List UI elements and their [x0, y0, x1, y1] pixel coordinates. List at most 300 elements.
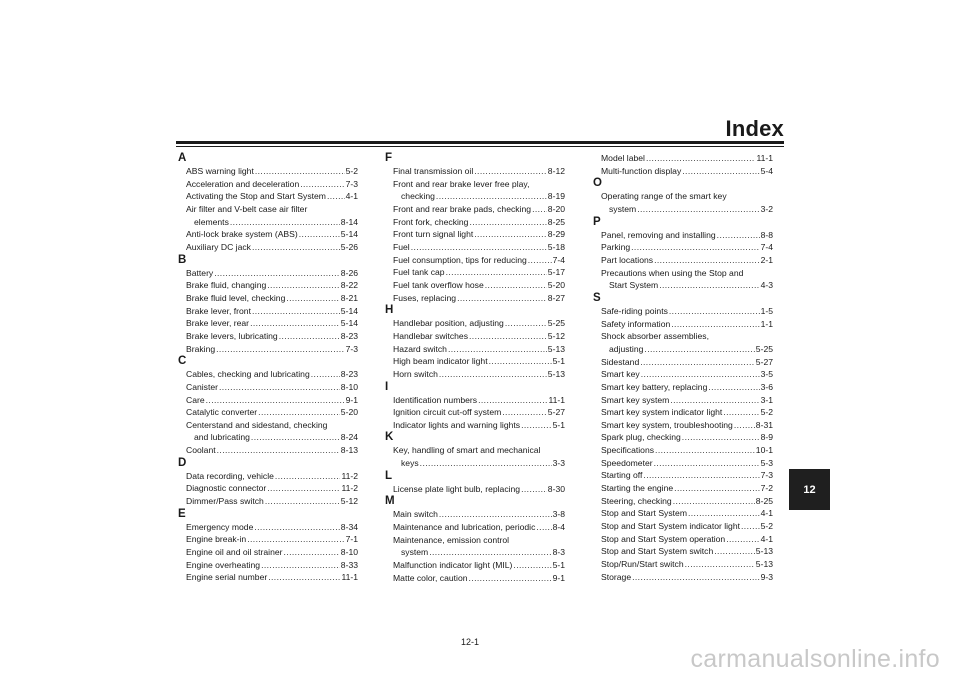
index-entry[interactable] — [385, 508, 565, 521]
entry-text: Auxiliary DC jack — [186, 241, 251, 252]
entry-text: Smart key battery, replacing — [601, 381, 708, 392]
index-entry[interactable] — [178, 165, 358, 178]
leader-dots — [528, 254, 552, 267]
entry-text: Fuel — [393, 241, 410, 252]
entry-text: Starting the engine — [601, 483, 674, 494]
section-letter: C — [178, 355, 187, 368]
leader-dots — [469, 216, 546, 229]
entry-page: 5-27 — [755, 356, 773, 367]
entry-page: 8-3 — [552, 547, 565, 558]
index-entry[interactable] — [385, 279, 565, 292]
index-entry[interactable] — [593, 267, 773, 292]
entry-page: 7-2 — [760, 483, 773, 494]
index-entry[interactable] — [593, 190, 773, 215]
entry-text: Anti-lock brake system (ABS) — [186, 229, 298, 240]
entry-page: 8-19 — [547, 191, 565, 202]
entry-text: and lubricating — [194, 432, 250, 443]
index-entry[interactable] — [593, 406, 773, 419]
leader-dots — [446, 266, 547, 279]
entry-text: Ignition circuit cut-off system — [393, 407, 502, 418]
leader-dots — [632, 571, 759, 584]
entry-page: 9-1 — [552, 572, 565, 583]
entry-page: 5-14 — [340, 318, 358, 329]
entry-text: Parking — [601, 242, 631, 253]
index-entry[interactable] — [385, 406, 565, 419]
entry-page: 8-29 — [547, 229, 565, 240]
entry-page: 2-1 — [760, 254, 773, 265]
entry-text: Engine break-in — [186, 534, 247, 545]
leader-dots — [646, 152, 755, 165]
leader-dots — [254, 521, 339, 534]
index-entry[interactable] — [178, 267, 358, 280]
leader-dots — [429, 546, 551, 559]
leader-dots — [247, 533, 344, 546]
entry-text: Braking — [186, 343, 216, 354]
entry-page: 11-2 — [341, 483, 358, 494]
entry-page: 3-6 — [760, 381, 773, 392]
entry-text: Maintenance and lubrication, periodic — [393, 522, 536, 533]
entry-text: adjusting — [609, 343, 644, 354]
entry-page: 8-31 — [755, 419, 773, 430]
leader-dots — [502, 406, 547, 419]
index-entry[interactable] — [178, 559, 358, 572]
entry-text: Final transmission oil — [393, 166, 474, 176]
entry-page: 11-2 — [341, 470, 358, 481]
entry-page: 5-14 — [340, 305, 358, 316]
index-entry[interactable] — [593, 482, 773, 495]
entry-page: 5-4 — [760, 165, 773, 176]
index-entry[interactable] — [178, 305, 358, 318]
entry-page: 8-23 — [340, 369, 358, 380]
entry-page: 1-5 — [760, 305, 773, 316]
index-entry[interactable] — [385, 317, 565, 330]
section-letter: I — [385, 380, 389, 393]
index-entry[interactable] — [593, 444, 773, 457]
entry-text: Multi-function display — [601, 165, 682, 176]
entry-page: 5-13 — [547, 368, 565, 379]
index-entry[interactable] — [385, 355, 565, 368]
leader-dots — [637, 203, 759, 216]
index-entry[interactable] — [178, 343, 358, 356]
entry-page: 7-3 — [760, 470, 773, 481]
index-entry[interactable] — [593, 520, 773, 533]
leader-dots — [688, 507, 760, 520]
entry-page: 5-2 — [760, 407, 773, 418]
entry-page: 8-21 — [340, 292, 358, 303]
leader-dots — [267, 482, 340, 495]
index-entry[interactable] — [178, 279, 358, 292]
index-entry[interactable] — [593, 431, 773, 444]
entry-text: Fuel consumption, tips for reducing — [393, 254, 527, 265]
entry-page: 8-33 — [340, 559, 358, 570]
index-entry[interactable] — [178, 482, 358, 495]
leader-dots — [685, 558, 755, 571]
entry-page: 7-3 — [345, 343, 358, 354]
entry-text: system — [401, 547, 429, 558]
index-entry[interactable] — [385, 241, 565, 254]
entry-text: Front turn signal light — [393, 229, 474, 240]
leader-dots — [640, 356, 755, 369]
index-column-1 — [178, 152, 358, 584]
index-entry[interactable] — [593, 469, 773, 482]
section-letter: S — [593, 291, 601, 304]
section-letter: A — [178, 152, 187, 164]
index-entry[interactable] — [178, 292, 358, 305]
entry-text: Horn switch — [393, 368, 438, 379]
index-entry[interactable] — [178, 571, 358, 584]
entry-page: 4-3 — [760, 280, 773, 291]
entry-text: Hazard switch — [393, 343, 447, 354]
title-rule — [176, 141, 784, 144]
entry-text: Maintenance, emission control — [393, 534, 510, 545]
entry-page: 3-3 — [552, 458, 565, 469]
leader-dots — [250, 317, 340, 330]
entry-page: 5-1 — [552, 356, 565, 367]
index-entry[interactable] — [593, 152, 773, 165]
entry-page: 11-1 — [548, 394, 565, 405]
section-letter: F — [385, 152, 393, 164]
entry-text: Stop and Start System switch — [601, 546, 714, 557]
entry-page: 8-25 — [755, 495, 773, 506]
leader-dots — [682, 431, 760, 444]
index-entry[interactable] — [593, 495, 773, 508]
entry-text: Stop/Run/Start switch — [601, 559, 684, 570]
page-title: Index — [725, 116, 784, 141]
entry-page: 5-13 — [755, 559, 773, 570]
index-entry[interactable] — [593, 305, 773, 318]
title-rule-thin — [176, 146, 784, 147]
leader-dots — [261, 559, 340, 572]
leader-dots — [644, 343, 754, 356]
entry-text: Stop and Start System operation — [601, 533, 726, 544]
index-entry[interactable] — [593, 241, 773, 254]
entry-text: Battery — [186, 267, 214, 278]
index-entry[interactable] — [385, 559, 565, 572]
index-entry[interactable] — [178, 521, 358, 534]
entry-page: 3-2 — [760, 203, 773, 214]
entry-text: Speedometer — [601, 457, 653, 468]
entry-page: 1-1 — [760, 318, 773, 329]
entry-text: Main switch — [393, 509, 438, 520]
index-entry[interactable] — [178, 533, 358, 546]
leader-dots — [252, 241, 340, 254]
entry-text: Handlebar position, adjusting — [393, 318, 504, 329]
leader-dots — [439, 368, 547, 381]
entry-page: 8-9 — [760, 432, 773, 443]
leader-dots — [411, 241, 547, 254]
index-entry[interactable] — [593, 381, 773, 394]
index-entry[interactable] — [593, 318, 773, 331]
index-entry[interactable] — [178, 330, 358, 343]
entry-page: 8-14 — [340, 216, 358, 227]
leader-dots — [230, 216, 340, 229]
index-entry[interactable] — [593, 330, 773, 355]
entry-page: 5-2 — [760, 521, 773, 532]
entry-page: 7-4 — [760, 242, 773, 253]
index-entry[interactable] — [178, 406, 358, 419]
entry-page: 8-13 — [340, 445, 358, 456]
leader-dots — [536, 521, 551, 534]
entry-text: Stop and Start System — [601, 508, 687, 519]
index-entry[interactable] — [593, 507, 773, 520]
index-entry[interactable] — [178, 203, 358, 228]
leader-dots — [654, 254, 760, 267]
index-entry[interactable] — [593, 229, 773, 242]
index-entry[interactable] — [593, 356, 773, 369]
index-entry[interactable] — [385, 483, 565, 496]
entry-text: Sidestand — [601, 356, 640, 367]
entry-text: Activating the Stop and Start System — [186, 191, 326, 202]
entry-page: 5-17 — [547, 267, 565, 278]
entry-text: checking — [401, 191, 435, 202]
entry-page: 5-3 — [760, 457, 773, 468]
entry-text: Air filter and V-belt case air filter — [186, 203, 308, 214]
entry-page: 5-12 — [547, 330, 565, 341]
entry-text: Indicator lights and warning lights — [393, 419, 521, 430]
entry-text: Canister — [186, 381, 218, 392]
chapter-tab[interactable]: 12 — [789, 469, 830, 510]
index-entry[interactable] — [178, 546, 358, 559]
entry-text: Fuel tank cap — [393, 267, 445, 278]
leader-dots — [258, 406, 340, 419]
entry-page: 5-20 — [340, 407, 358, 418]
index-entry[interactable] — [593, 571, 773, 584]
entry-page: 8-27 — [547, 292, 565, 303]
leader-dots — [255, 165, 345, 178]
leader-dots — [299, 228, 340, 241]
leader-dots — [521, 483, 547, 496]
index-entry[interactable] — [178, 368, 358, 381]
index-entry[interactable] — [178, 495, 358, 508]
leader-dots — [726, 533, 759, 546]
entry-text: Smart key — [601, 369, 640, 380]
index-entry[interactable] — [593, 165, 773, 178]
entry-text: Front and rear brake lever free play, — [393, 178, 530, 189]
leader-dots — [474, 165, 547, 178]
entry-text: Spark plug, checking — [601, 432, 681, 443]
section-letter: O — [593, 177, 602, 190]
entry-page: 8-22 — [340, 280, 358, 291]
entry-text: High beam indicator light — [393, 356, 488, 367]
entry-text: Fuses, replacing — [393, 292, 457, 303]
index-entry[interactable] — [385, 266, 565, 279]
entry-text: Brake fluid, changing — [186, 280, 267, 291]
entry-page: 5-14 — [340, 229, 358, 240]
leader-dots — [219, 381, 340, 394]
leader-dots — [275, 470, 341, 483]
entry-text: Brake fluid level, checking — [186, 292, 286, 303]
entry-text: Engine oil and oil strainer — [186, 547, 283, 558]
entry-page: 5-12 — [340, 496, 358, 507]
entry-text: keys — [401, 458, 419, 469]
entry-text: Data recording, vehicle — [186, 470, 274, 481]
section-letter: M — [385, 495, 395, 508]
entry-text: Front and rear brake pads, checking — [393, 203, 532, 214]
index-entry[interactable] — [385, 203, 565, 216]
index-entry[interactable] — [178, 241, 358, 254]
leader-dots — [206, 394, 345, 407]
leader-dots — [655, 444, 755, 457]
entry-text: Model label — [601, 153, 645, 163]
index-entry[interactable] — [178, 444, 358, 457]
page-number: 12-1 — [461, 637, 480, 647]
leader-dots — [643, 469, 759, 482]
index-entry[interactable] — [593, 558, 773, 571]
entry-text: Shock absorber assemblies, — [601, 331, 709, 342]
index-entry[interactable] — [178, 228, 358, 241]
entry-page: 8-26 — [340, 267, 358, 278]
index-entry[interactable] — [593, 457, 773, 470]
entry-text: Acceleration and deceleration — [186, 178, 300, 189]
index-entry[interactable] — [385, 216, 565, 229]
leader-dots — [708, 381, 759, 394]
entry-text: ABS warning light — [186, 166, 254, 176]
index-entry[interactable] — [385, 368, 565, 381]
index-entry[interactable] — [593, 419, 773, 432]
leader-dots — [279, 330, 340, 343]
index-entry[interactable] — [593, 254, 773, 267]
index-entry[interactable] — [385, 419, 565, 432]
entry-text: Precautions when using the Stop and — [601, 267, 744, 278]
entry-page: 8-34 — [340, 521, 358, 532]
entry-text: Centerstand and sidestand, checking — [186, 419, 328, 430]
leader-dots — [505, 317, 547, 330]
index-entry[interactable] — [385, 228, 565, 241]
entry-text: Smart key system indicator light — [601, 407, 723, 418]
entry-text: Matte color, caution — [393, 572, 468, 583]
entry-page: 5-20 — [547, 279, 565, 290]
entry-text: Diagnostic connector — [186, 483, 267, 494]
leader-dots — [439, 508, 552, 521]
leader-dots — [489, 355, 552, 368]
index-entry[interactable] — [385, 572, 565, 585]
section-letter: E — [178, 507, 186, 520]
entry-text: Brake lever, rear — [186, 318, 250, 329]
leader-dots — [717, 229, 760, 242]
watermark: carmanualsonline.info — [690, 645, 940, 673]
entry-text: Smart key system, troubleshooting — [601, 419, 733, 430]
index-entry[interactable] — [385, 178, 565, 203]
index-entry[interactable] — [178, 317, 358, 330]
entry-text: system — [609, 203, 637, 214]
entry-page: 11-1 — [756, 153, 773, 163]
entry-text: Panel, removing and installing — [601, 229, 716, 240]
leader-dots — [673, 495, 755, 508]
entry-page: 3-5 — [760, 369, 773, 380]
entry-page: 5-1 — [552, 560, 565, 571]
index-entry[interactable] — [385, 254, 565, 267]
entry-text: Stop and Start System indicator light — [601, 521, 741, 532]
entry-text: Storage — [601, 571, 632, 582]
entry-text: Safe-riding points — [601, 305, 668, 316]
leader-dots — [214, 267, 340, 280]
leader-dots — [669, 305, 760, 318]
entry-page: 8-24 — [340, 432, 358, 443]
leader-dots — [267, 279, 340, 292]
section-letter: B — [178, 253, 187, 266]
entry-page: 5-1 — [552, 419, 565, 430]
entry-page: 5-13 — [547, 343, 565, 354]
leader-dots — [217, 444, 340, 457]
entry-text: Engine overheating — [186, 559, 261, 570]
index-entry[interactable] — [178, 178, 358, 191]
entry-text: Care — [186, 394, 205, 405]
entry-page: 4-1 — [760, 508, 773, 519]
entry-page: 3-8 — [552, 509, 565, 520]
entry-page: 5-25 — [755, 343, 773, 354]
entry-page: 5-18 — [547, 241, 565, 252]
entry-page: 9-1 — [345, 394, 358, 405]
leader-dots — [741, 520, 760, 533]
index-entry[interactable] — [178, 190, 358, 203]
entry-text: Start System — [609, 280, 659, 291]
entry-text: Specifications — [601, 445, 655, 456]
index-entry[interactable] — [178, 381, 358, 394]
section-letter: H — [385, 304, 394, 317]
entry-page: 7-4 — [552, 254, 565, 265]
index-entry[interactable] — [593, 533, 773, 546]
entry-page: 4-1 — [345, 191, 358, 202]
index-entry[interactable] — [178, 419, 358, 444]
leader-dots — [311, 368, 340, 381]
entry-page: 5-27 — [547, 407, 565, 418]
index-entry[interactable] — [178, 394, 358, 407]
entry-page: 5-2 — [345, 166, 358, 176]
index-entry[interactable] — [593, 394, 773, 407]
entry-text: License plate light bulb, replacing — [393, 483, 521, 494]
entry-page: 5-25 — [547, 318, 565, 329]
leader-dots — [532, 203, 547, 216]
entry-page: 7-1 — [345, 534, 358, 545]
leader-dots — [641, 368, 760, 381]
entry-text: Coolant — [186, 445, 216, 456]
index-entry[interactable] — [385, 292, 565, 305]
leader-dots — [265, 495, 340, 508]
leader-dots — [327, 190, 345, 203]
leader-dots — [457, 292, 547, 305]
index-entry[interactable] — [385, 165, 565, 178]
leader-dots — [474, 228, 547, 241]
index-entry[interactable] — [178, 470, 358, 483]
leader-dots — [300, 178, 344, 191]
entry-text: Front fork, checking — [393, 216, 469, 227]
entry-page: 8-20 — [547, 203, 565, 214]
index-entry[interactable] — [593, 545, 773, 558]
entry-page: 8-8 — [760, 229, 773, 240]
index-entry[interactable] — [385, 343, 565, 356]
leader-dots — [659, 279, 759, 292]
leader-dots — [714, 545, 755, 558]
index-entry[interactable] — [385, 534, 565, 559]
index-entry[interactable] — [385, 330, 565, 343]
leader-dots — [631, 241, 759, 254]
index-entry[interactable] — [593, 368, 773, 381]
entry-text: Malfunction indicator light (MIL) — [393, 560, 513, 571]
index-entry[interactable] — [385, 521, 565, 534]
entry-page: 8-4 — [552, 522, 565, 533]
leader-dots — [485, 279, 547, 292]
index-entry[interactable] — [385, 444, 565, 469]
leader-dots — [513, 559, 551, 572]
entry-text: Engine serial number — [186, 572, 268, 583]
section-letter: K — [385, 431, 394, 444]
entry-page: 8-25 — [547, 216, 565, 227]
leader-dots — [469, 572, 552, 585]
entry-text: Handlebar switches — [393, 330, 468, 341]
leader-dots — [216, 343, 344, 356]
leader-dots — [252, 305, 340, 318]
index-entry[interactable] — [385, 394, 565, 407]
